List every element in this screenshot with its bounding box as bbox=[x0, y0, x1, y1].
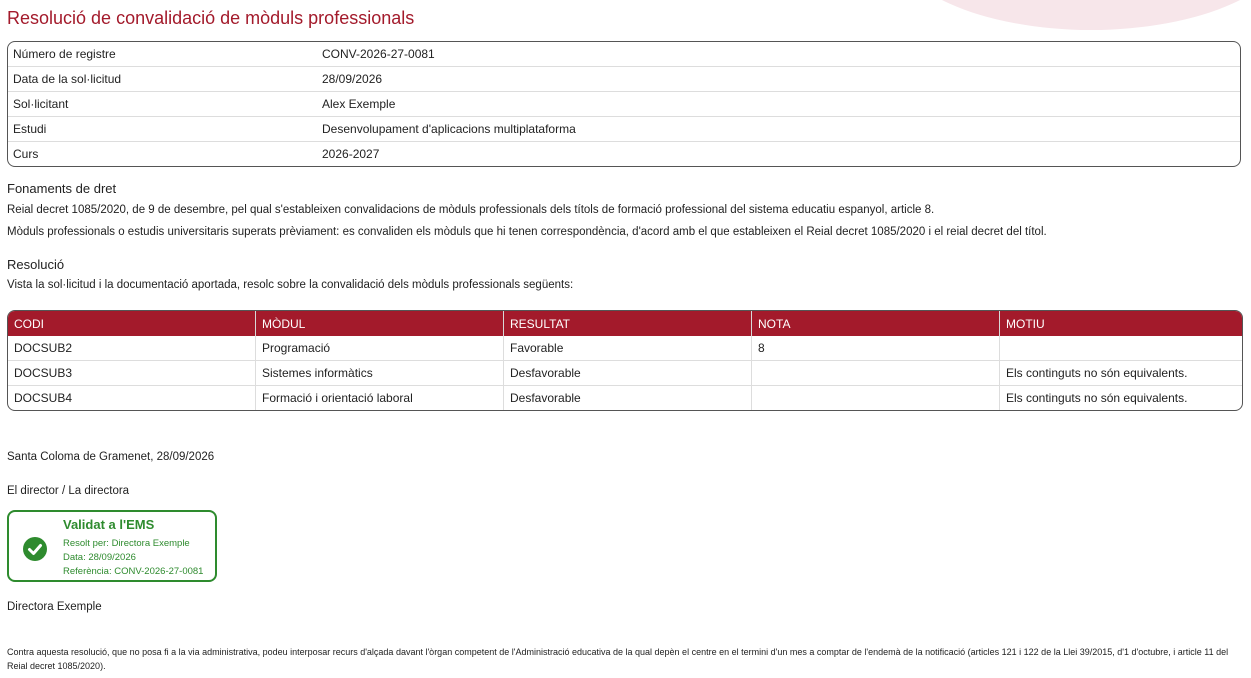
page-title: Resolució de convalidació de mòduls professionals bbox=[7, 8, 415, 28]
header-nota: NOTA bbox=[752, 311, 1000, 336]
table-row bbox=[8, 386, 1242, 410]
fonaments-paragraph-2: Mòduls professionals o estudis universitaris superats prèviament: es convaliden els mòduls que hi tenen correspondència, d'acord amb el que estableixen el Reial decret 1085/2020 i el reial decret del títol. bbox=[7, 226, 1047, 238]
info-row bbox=[8, 92, 1240, 117]
cell-codi: DOCSUB3 bbox=[8, 361, 256, 386]
signer-role: El director / La directora bbox=[7, 485, 130, 497]
cell-nota bbox=[752, 361, 1000, 386]
appeal-notice: Contra aquesta resolució, que no posa fi a la via administrativa, podeu interposar recurs d'alçada davant l'òrgan competent de l'Administració educativa de la qual depèn el centre en el termini d'un mes a comptar de l'endemà de la notificació (articles 121 i 122 de la Llei 39/2015, d'1 d'octubre, i article 11 del Reial decret 1085/2020). bbox=[7, 647, 1229, 671]
modules-table bbox=[7, 310, 1243, 411]
info-label: Curs bbox=[13, 147, 39, 161]
info-label: Sol·licitant bbox=[8, 92, 317, 117]
resolucio-heading: Resolució bbox=[7, 257, 65, 272]
check-circle-icon bbox=[23, 537, 47, 561]
cell-nota bbox=[752, 386, 1000, 410]
cell-modul: Sistemes informàtics bbox=[256, 361, 504, 386]
info-label: Número de registre bbox=[8, 42, 317, 67]
signer-name: Directora Exemple bbox=[7, 601, 102, 613]
info-value: 28/09/2026 bbox=[317, 67, 1240, 92]
fonaments-heading: Fonaments de dret bbox=[7, 181, 117, 196]
cell-modul: Programació bbox=[256, 336, 504, 361]
info-value: 2026-2027 bbox=[322, 147, 380, 161]
table-header-row bbox=[8, 311, 1242, 336]
cell-resultat: Desfavorable bbox=[504, 386, 752, 410]
cell-codi: DOCSUB4 bbox=[8, 386, 256, 410]
cell-resultat: Favorable bbox=[504, 336, 752, 361]
decorative-corner-shape bbox=[891, 0, 1251, 30]
place-date: Santa Coloma de Gramenet, 28/09/2026 bbox=[7, 451, 215, 463]
stamp-reference: Referència: CONV-2026-27-0081 bbox=[63, 566, 204, 577]
info-value: Desenvolupament d'aplicacions multiplataforma bbox=[317, 117, 1240, 142]
validation-stamp bbox=[7, 510, 217, 582]
header-resultat: RESULTAT bbox=[504, 311, 752, 336]
header-motiu: MOTIU bbox=[1000, 311, 1242, 336]
fonaments-paragraph-1: Reial decret 1085/2020, de 9 de desembre, pel qual s'estableixen convalidacions de mòduls professionals dels títols de formació professional del sistema educatiu espanyol, article 8. bbox=[7, 204, 935, 216]
cell-motiu: Els continguts no són equivalents. bbox=[1006, 391, 1188, 405]
info-row bbox=[8, 67, 1240, 92]
info-row bbox=[8, 117, 1240, 142]
cell-codi: DOCSUB2 bbox=[8, 336, 256, 361]
cell-resultat: Desfavorable bbox=[504, 361, 752, 386]
resolucio-text: Vista la sol·licitud i la documentació aportada, resolc sobre la convalidació dels mòduls professionals següents: bbox=[7, 279, 574, 291]
cell-nota: 8 bbox=[752, 336, 1000, 361]
cell-motiu: Els continguts no són equivalents. bbox=[1000, 361, 1242, 386]
info-value: CONV-2026-27-0081 bbox=[317, 42, 1240, 67]
info-row bbox=[8, 142, 1240, 166]
cell-modul: Formació i orientació laboral bbox=[256, 386, 504, 410]
stamp-resolt: Resolt per: Directora Exemple bbox=[63, 538, 190, 549]
header-codi: CODI bbox=[8, 311, 256, 336]
table-row bbox=[8, 361, 1242, 386]
request-info-table bbox=[7, 41, 1241, 167]
cell-motiu bbox=[1000, 336, 1242, 361]
stamp-title: Validat a l'EMS bbox=[63, 517, 155, 532]
info-value: Alex Exemple bbox=[317, 92, 1240, 117]
header-modul: MÒDUL bbox=[256, 311, 504, 336]
table-row bbox=[8, 336, 1242, 361]
info-label: Estudi bbox=[8, 117, 317, 142]
info-label: Data de la sol·licitud bbox=[8, 67, 317, 92]
stamp-date: Data: 28/09/2026 bbox=[63, 552, 136, 563]
info-row bbox=[8, 42, 1240, 67]
